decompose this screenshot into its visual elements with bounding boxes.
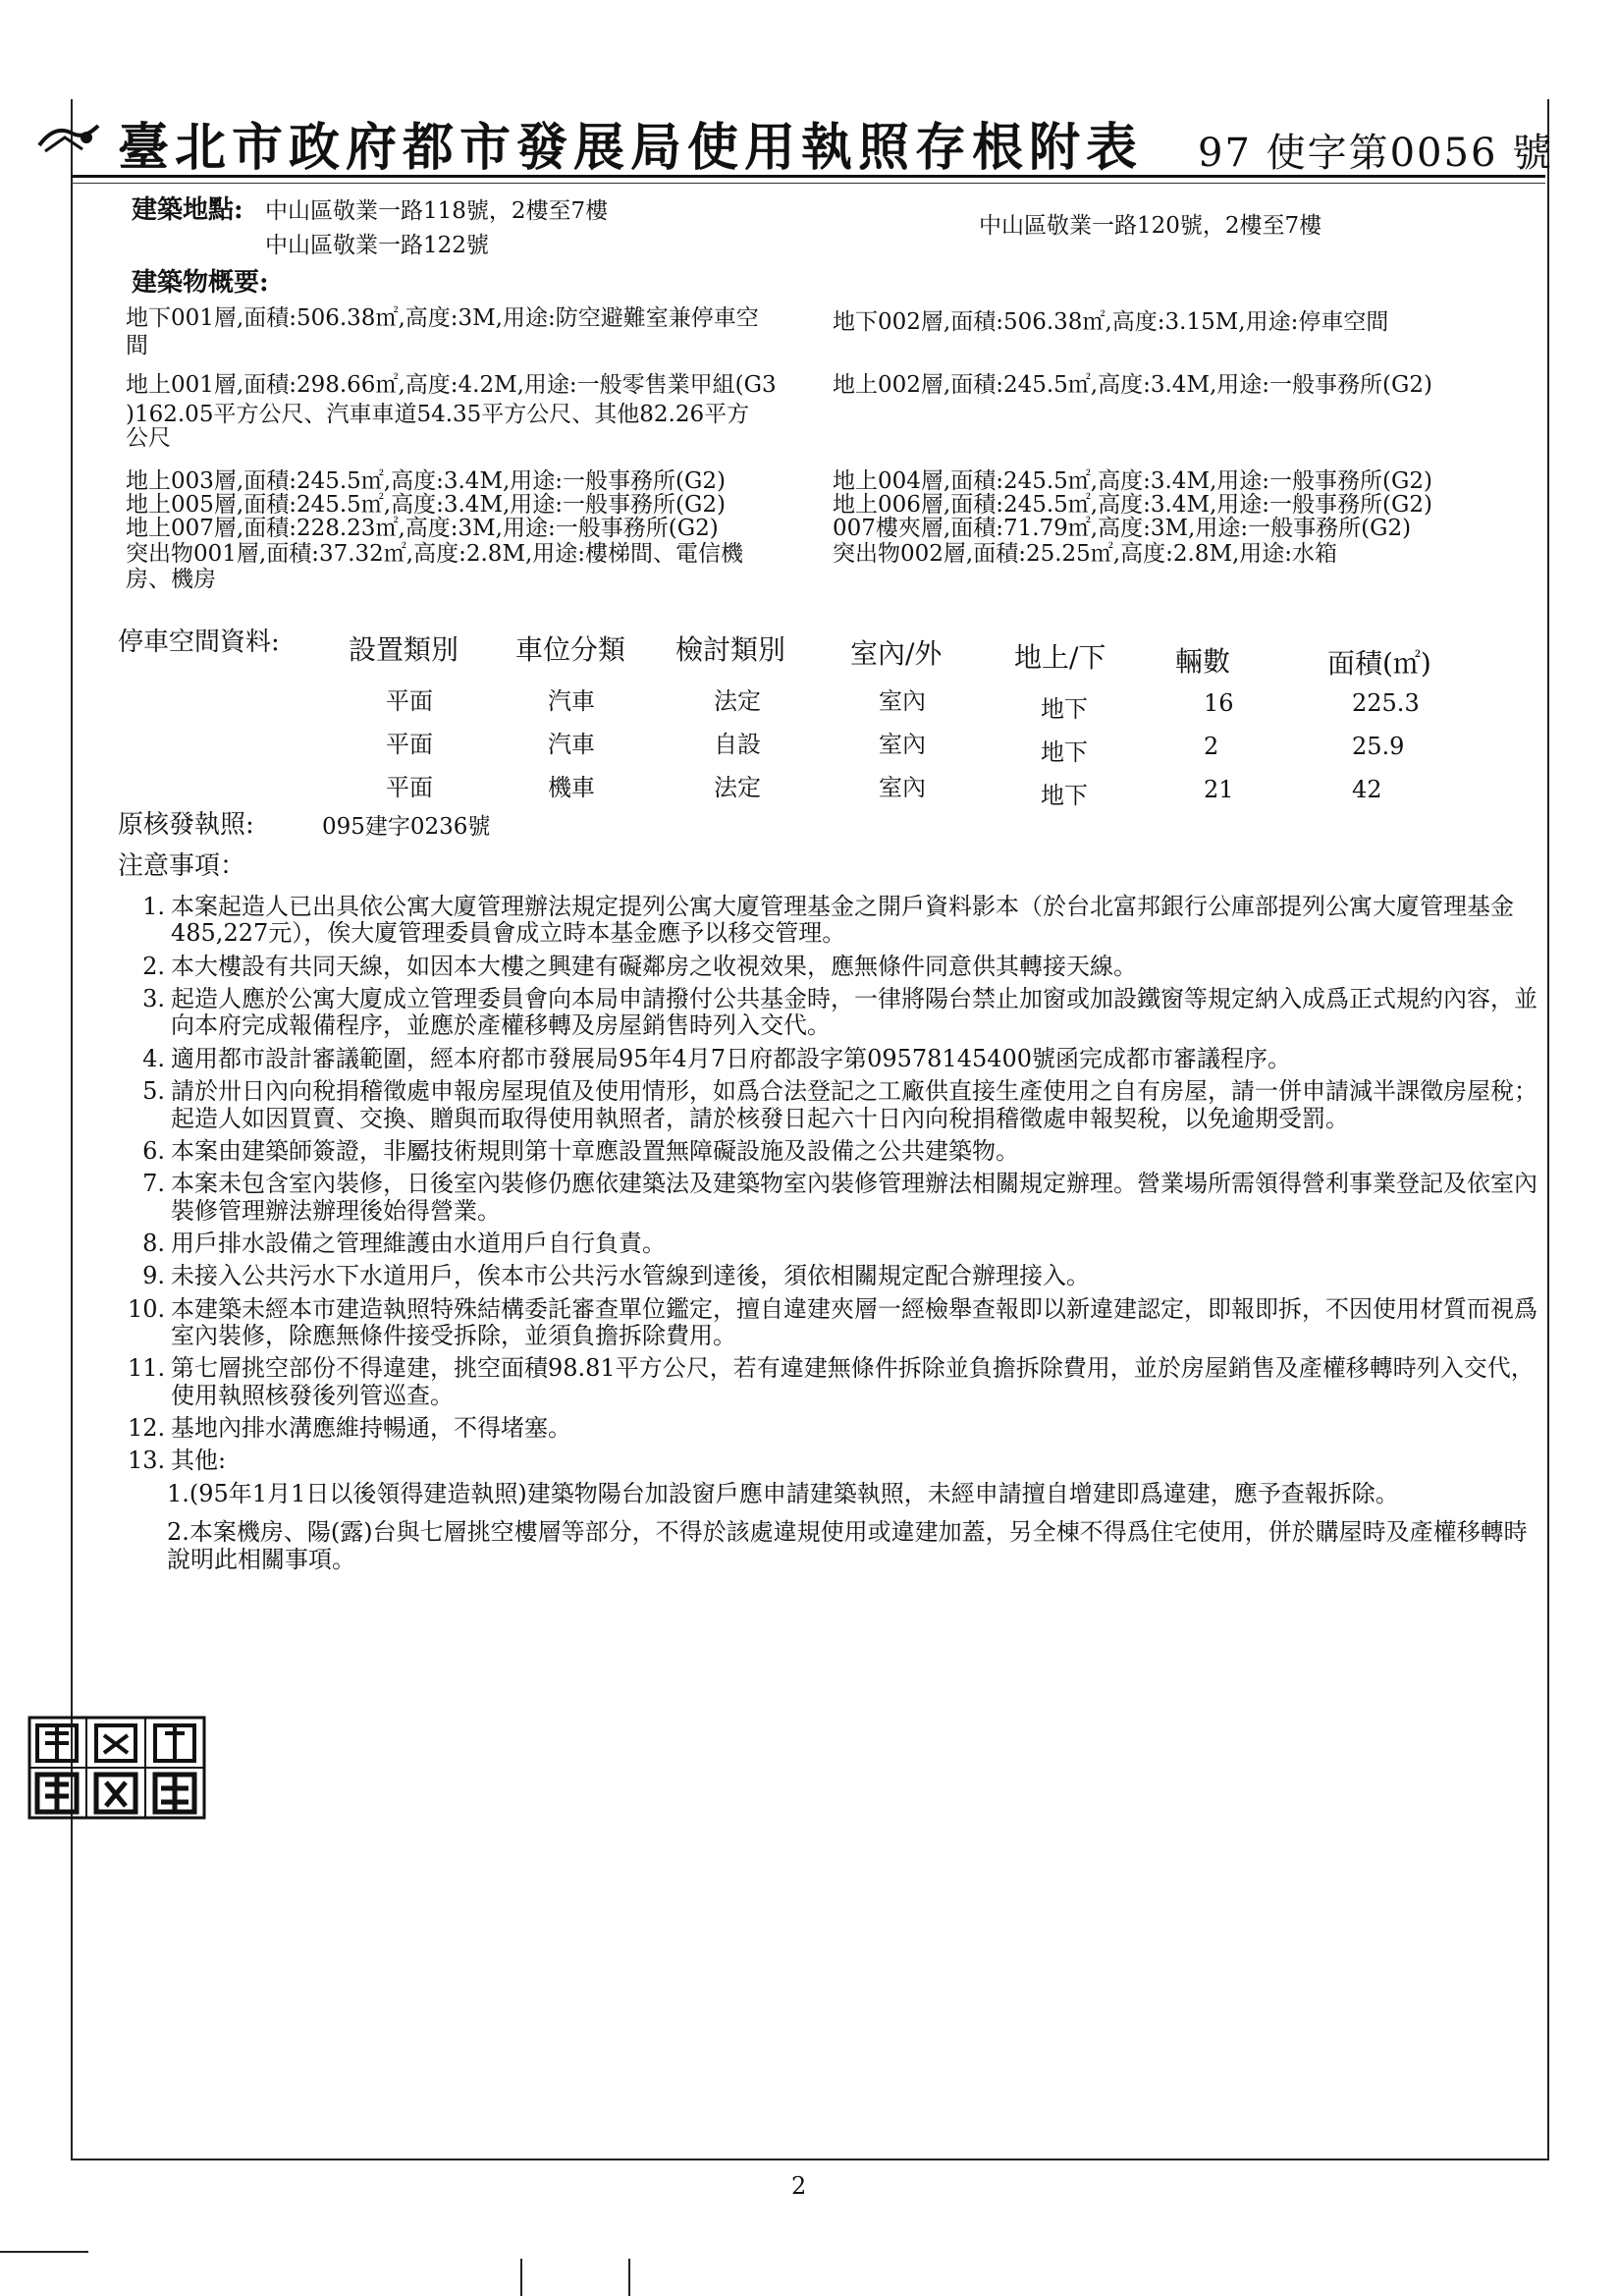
parking-cell: 地下 (1041, 782, 1088, 809)
original-permit-value: 095建字0236號 (322, 814, 491, 840)
parking-cell: 室內 (879, 731, 926, 758)
overview-row-right: 地下002層,面積:506.38㎡,高度:3.15M,用途:停車空間 (833, 309, 1389, 335)
overview-row-right: 地上004層,面積:245.5㎡,高度:3.4M,用途:一般事務所(G2) (833, 468, 1433, 494)
note-item (128, 1078, 1541, 1132)
overview-row-left: 房、機房 (126, 567, 216, 592)
parking-cell: 法定 (714, 687, 761, 715)
note-text: 適用都市設計審議範圍，經本府都市發展局95年4月7日府都設字第09578145400號函完成都市審議程序。 (171, 1044, 1292, 1072)
parking-header-cell: 室內/外 (850, 637, 943, 670)
title-divider-thin (71, 183, 1545, 184)
overview-row-left: )162.05平方公尺、汽車車道54.35平方公尺、其他82.26平方 (126, 402, 750, 427)
parking-cell: 室內 (879, 774, 926, 801)
note-item (128, 954, 1541, 980)
note-number: 12. (128, 1414, 166, 1443)
overview-row-left: 間 (126, 333, 148, 358)
note-text: 起造人應於公寓大廈成立管理委員會向本局申請撥付公共基金時，一律將陽台禁止加窗或加設鐵窗等規定納入成爲正式規約內容，並向本府完成報備程序，並應於產權移轉及房屋銷售時列入交代。 (171, 985, 1537, 1040)
note-number: 2. (142, 952, 165, 980)
notes-list (128, 894, 1541, 1585)
parking-header-cell: 檢討類別 (675, 633, 786, 666)
location-line-1-right: 中山區敬業一路120號，2樓至7樓 (979, 213, 1322, 239)
note-text: 請於卅日內向稅捐稽徵處申報房屋現值及使用情形，如爲合法登記之工廠供直接生產使用之自有房屋，請一併申請減半課徵房屋稅；起造人如因買賣、交換、贈與而取得使用執照者，請於核發日起六十日內向稅捐稽徵處申報契稅，以免逾期受罰。 (171, 1077, 1537, 1132)
note-item (128, 1415, 1541, 1442)
parking-cell: 平面 (386, 774, 433, 801)
note-text: 本案未包含室內裝修，日後室內裝修仍應依建築法及建築物室內裝修管理辦法相關規定辦理。營業場所需領得營利事業登記及依室內裝修管理辦法辦理後始得營業。 (171, 1170, 1537, 1225)
note-sub-item: 2.本案機房、陽(露)台與七層挑空樓層等部分，不得於該處違規使用或違建加蓋，另全棟不得爲住宅使用，併於購屋時及產權移轉時說明此相關事項。 (167, 1518, 1528, 1573)
note-text: 第七層挑空部份不得違建，挑空面積98.81平方公尺，若有違建無條件拆除並負擔拆除費用，並於房屋銷售及產權移轉時列入交代，使用執照核發後列管巡查。 (171, 1354, 1535, 1409)
parking-cell: 平面 (386, 731, 433, 758)
note-number: 13. (128, 1447, 166, 1475)
parking-cell: 機車 (548, 774, 595, 801)
parking-label: 停車空間資料: (118, 628, 280, 657)
parking-cell: 42 (1352, 776, 1382, 803)
overview-row-left: 突出物001層,面積:37.32㎡,高度:2.8M,用途:樓梯間、電信機 (126, 541, 744, 567)
overview-row-right: 007樓夾層,面積:71.79㎡,高度:3M,用途:一般事務所(G2) (833, 516, 1412, 541)
overview-row-right: 地上006層,面積:245.5㎡,高度:3.4M,用途:一般事務所(G2) (833, 492, 1433, 518)
document-title: 臺北市政府都市發展局使用執照存根附表 (118, 118, 1144, 178)
parking-cell: 2 (1204, 733, 1219, 760)
original-permit-label: 原核發執照: (118, 810, 254, 840)
parking-cell: 21 (1204, 776, 1234, 803)
overview-row-left: 公尺 (126, 425, 171, 451)
note-text: 本案起造人已出具依公寓大廈管理辦法規定提列公寓大廈管理基金之開戶資料影本（於台北富邦銀行公庫部提列公寓大廈管理基金485,227元），俟大廈管理委員會成立時本基金應予以移交管理。 (171, 893, 1514, 948)
location-line-2: 中山區敬業一路122號 (265, 233, 489, 258)
scan-mark (0, 2251, 88, 2253)
agency-logo-icon (35, 116, 104, 155)
scan-mark (628, 2259, 630, 2296)
note-item (128, 1230, 1541, 1257)
note-item (128, 1263, 1541, 1289)
parking-cell: 平面 (386, 687, 433, 715)
note-number: 8. (142, 1229, 165, 1257)
note-number: 3. (142, 985, 165, 1013)
overview-row-left: 地上001層,面積:298.66㎡,高度:4.2M,用途:一般零售業甲組(G3 (126, 372, 777, 398)
note-text: 未接入公共污水下水道用戶，俟本市公共污水管線到達後，須依相關規定配合辦理接入。 (171, 1262, 1090, 1290)
note-item (128, 1171, 1541, 1225)
parking-cell: 汽車 (548, 731, 595, 758)
note-item (128, 1046, 1541, 1072)
note-number: 9. (142, 1262, 165, 1290)
parking-cell: 225.3 (1352, 689, 1420, 717)
note-item (128, 1296, 1541, 1350)
parking-cell: 地下 (1041, 695, 1088, 723)
permit-number: 97 使字第0056 號 (1198, 131, 1554, 176)
note-number: 11. (128, 1354, 166, 1383)
overview-row-right: 突出物002層,面積:25.25㎡,高度:2.8M,用途:水箱 (833, 541, 1338, 567)
parking-header-cell: 地上/下 (1014, 641, 1106, 674)
overview-label: 建築物概要: (132, 268, 269, 298)
note-text: 其他: (171, 1447, 227, 1475)
note-item (128, 894, 1541, 948)
parking-cell: 16 (1204, 689, 1234, 717)
note-text: 基地內排水溝應維持暢通，不得堵塞。 (171, 1414, 571, 1443)
note-number: 6. (142, 1136, 165, 1165)
note-item (128, 986, 1541, 1040)
note-text: 本大樓設有共同天線，如因本大樓之興建有礙鄰房之收視效果，應無條件同意供其轉接天線。 (171, 952, 1137, 980)
note-item (128, 1138, 1541, 1165)
note-number: 7. (142, 1170, 165, 1198)
note-text: 本案由建築師簽證，非屬技術規則第十章應設置無障礙設施及設備之公共建築物。 (171, 1136, 1019, 1165)
note-number: 4. (142, 1044, 165, 1072)
notes-label: 注意事項： (118, 851, 246, 881)
note-text: 本建築未經本市建造執照特殊結構委託審查單位鑑定，擅自違建夾層一經檢舉查報即以新違建認定，即報即拆，不因使用材質而視爲室內裝修，除應無條件接受拆除，並須負擔拆除費用。 (171, 1294, 1537, 1350)
note-number: 10. (128, 1294, 166, 1323)
overview-row-right: 地上002層,面積:245.5㎡,高度:3.4M,用途:一般事務所(G2) (833, 372, 1433, 398)
scan-mark (520, 2259, 522, 2296)
parking-header-cell: 車位分類 (515, 633, 626, 666)
note-text: 用戶排水設備之管理維護由水道用戶自行負責。 (171, 1229, 666, 1257)
parking-header-cell: 輛數 (1175, 645, 1231, 678)
note-sub-item: 1.(95年1月1日以後領得建造執照)建築物陽台加設窗戶應申請建築執照，未經申請擅自增建即爲違建，應予查報拆除。 (167, 1479, 1399, 1507)
overview-row-left: 地上005層,面積:245.5㎡,高度:3.4M,用途:一般事務所(G2) (126, 492, 727, 518)
parking-cell: 汽車 (548, 687, 595, 715)
parking-cell: 自設 (714, 731, 761, 758)
location-line-1: 中山區敬業一路118號，2樓至7樓 (265, 198, 609, 224)
note-item (128, 1448, 1541, 1474)
overview-row-left: 地上003層,面積:245.5㎡,高度:3.4M,用途:一般事務所(G2) (126, 468, 727, 494)
official-seal-stamp (27, 1714, 206, 1822)
note-number: 1. (142, 893, 165, 920)
parking-header-cell: 設置類別 (349, 633, 459, 666)
parking-cell: 25.9 (1352, 733, 1405, 760)
note-number: 5. (142, 1077, 165, 1106)
parking-cell: 法定 (714, 774, 761, 801)
page-number: 2 (791, 2172, 807, 2200)
overview-row-left: 地上007層,面積:228.23㎡,高度:3M,用途:一般事務所(G2) (126, 516, 719, 541)
parking-cell: 地下 (1041, 738, 1088, 766)
location-label: 建築地點: (132, 195, 243, 225)
parking-header-cell: 面積(㎡) (1327, 647, 1431, 680)
note-item (128, 1355, 1541, 1409)
parking-cell: 室內 (879, 687, 926, 715)
overview-row-left: 地下001層,面積:506.38㎡,高度:3M,用途:防空避難室兼停車空 (126, 305, 759, 331)
